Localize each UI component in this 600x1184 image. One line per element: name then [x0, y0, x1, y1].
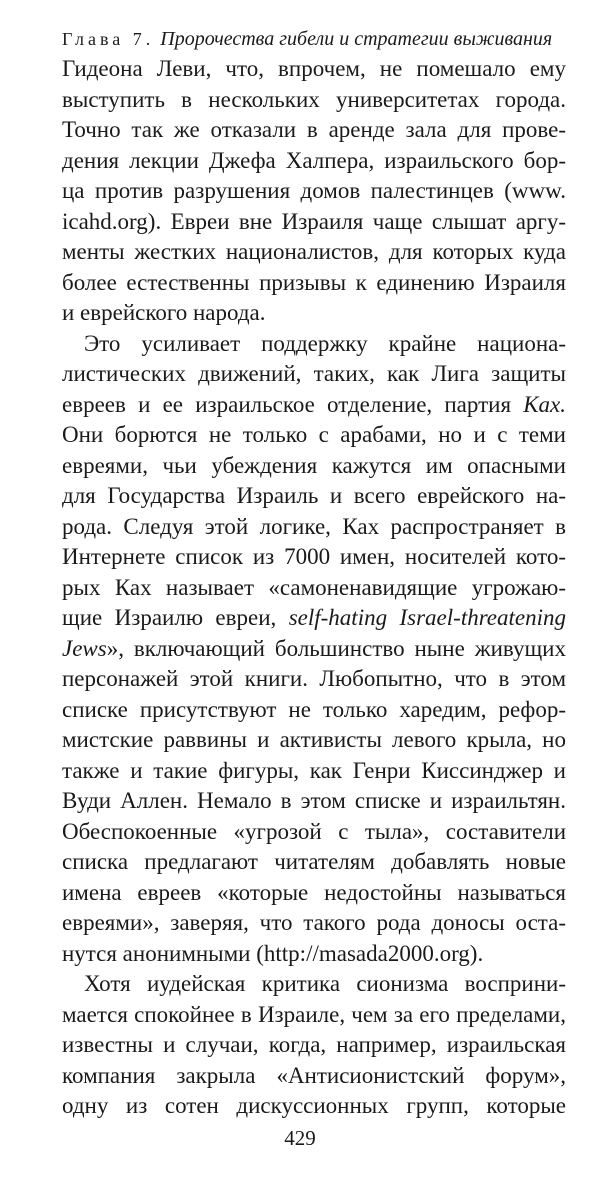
text: Интернете список из 7000 имен, носителей кото- — [62, 544, 566, 569]
page-number: 429 — [284, 1126, 316, 1150]
text: Это усиливает поддержку крайне национа- — [84, 330, 566, 356]
paragraph — [62, 329, 566, 970]
text-line — [62, 420, 566, 451]
paragraph — [62, 969, 566, 1122]
text-line — [62, 1061, 566, 1092]
italic-text: Jews — [62, 635, 107, 661]
text: Вуди Аллен. Немало в этом списке и израильтян. — [62, 788, 566, 813]
text-line — [62, 969, 566, 1000]
text: списке присутствуют не только харедим, рефор- — [62, 696, 566, 722]
text: компания закрыла «Антисионистский форум», — [62, 1062, 566, 1088]
text-line — [62, 1091, 566, 1122]
text-line — [62, 298, 566, 329]
text: для Государства Израиль и всего еврейского на- — [62, 483, 566, 508]
paragraph — [62, 54, 566, 329]
text: евреями, чьи убеждения кажутся им опасными — [62, 452, 566, 478]
text: листических движений, таких, как Лига защиты — [62, 361, 566, 386]
text: евреев и ее израильское отделение, партия — [62, 391, 524, 417]
text: евреями», заверяя, что такого рода доносы оста- — [62, 910, 566, 935]
text-line — [62, 725, 566, 756]
text-line — [62, 786, 566, 817]
text: рода. Следуя этой логике, Ках распространяет в — [62, 513, 566, 539]
text: имена евреев «которые недостойны называться — [62, 879, 566, 905]
text-line — [62, 268, 566, 299]
text: одну из сотен дискуссионных групп, которые — [62, 1093, 566, 1118]
text: нутся анонимными (http://masada2000.org). — [62, 940, 484, 966]
text: icahd.org). Евреи вне Израиля чаще слышат аргу- — [62, 208, 566, 234]
running-header — [62, 28, 572, 51]
body-text — [62, 54, 566, 1122]
text: », включающий большинство ныне живущих — [106, 635, 566, 661]
text-line — [62, 1030, 566, 1061]
text-line — [62, 542, 566, 573]
text-line — [62, 573, 566, 604]
text-line — [62, 695, 566, 726]
text-line — [62, 634, 566, 665]
text: рых Ках называет «самоненавидящие угрожаю- — [62, 574, 566, 600]
text-line — [62, 329, 566, 360]
text-line — [62, 603, 566, 634]
text-line — [62, 237, 566, 268]
text-line — [62, 115, 566, 146]
text: более естественны призывы к единению Израиля — [62, 269, 566, 295]
text: мистские раввины и активисты левого крыла, но — [62, 727, 566, 752]
text-line — [62, 847, 566, 878]
text-line — [62, 512, 566, 543]
text: Гидеона Леви, что, впрочем, не помешало ему — [62, 56, 566, 81]
text: списка предлагают читателям добавлять новые — [62, 849, 566, 874]
text: Обеспокоенные «угрозой с тыла», составители — [62, 818, 566, 844]
text-line — [62, 756, 566, 787]
text: персонажей этой книги. Любопытно, что в этом — [62, 666, 566, 691]
text-line — [62, 85, 566, 116]
text-line — [62, 146, 566, 177]
text: мается спокойнее в Израиле, чем за его пределами, — [62, 1001, 566, 1027]
text: Точно так же отказали в аренде зала для прове- — [62, 117, 566, 142]
chapter-title: Пророчества гибели и стратегии выживания — [160, 28, 553, 50]
text: Хотя иудейская критика сионизма восприни- — [84, 971, 566, 996]
chapter-label: Глава 7. — [62, 29, 155, 49]
italic-text: self-hating Israel-threatening — [288, 605, 567, 630]
text: менты жестких националистов, для которых куда — [62, 239, 566, 264]
text-line — [62, 359, 566, 390]
text-line — [62, 664, 566, 695]
text: выступить в нескольких университетах города. — [62, 86, 566, 112]
text-line — [62, 908, 566, 939]
text-line — [62, 878, 566, 909]
text-line — [62, 1000, 566, 1031]
text-line — [62, 390, 566, 421]
text: дения лекции Джефа Халпера, израильского бор- — [62, 147, 566, 173]
text-line — [62, 207, 566, 238]
italic-text: Ках. — [523, 391, 566, 417]
text: ца против разрушения домов палестинцев (www. — [62, 178, 566, 203]
text-line — [62, 939, 566, 970]
text: щие Израилю евреи, — [62, 605, 289, 630]
text: также и такие фигуры, как Генри Киссинджер и — [62, 757, 566, 783]
text-line — [62, 817, 566, 848]
text: и еврейского народа. — [62, 300, 266, 325]
text: известны и случаи, когда, например, израильская — [62, 1032, 566, 1057]
text-line — [62, 54, 566, 85]
text-line — [62, 451, 566, 482]
text-line — [62, 481, 566, 512]
text: Они борются не только с арабами, но и с теми — [62, 422, 566, 447]
text-line — [62, 176, 566, 207]
